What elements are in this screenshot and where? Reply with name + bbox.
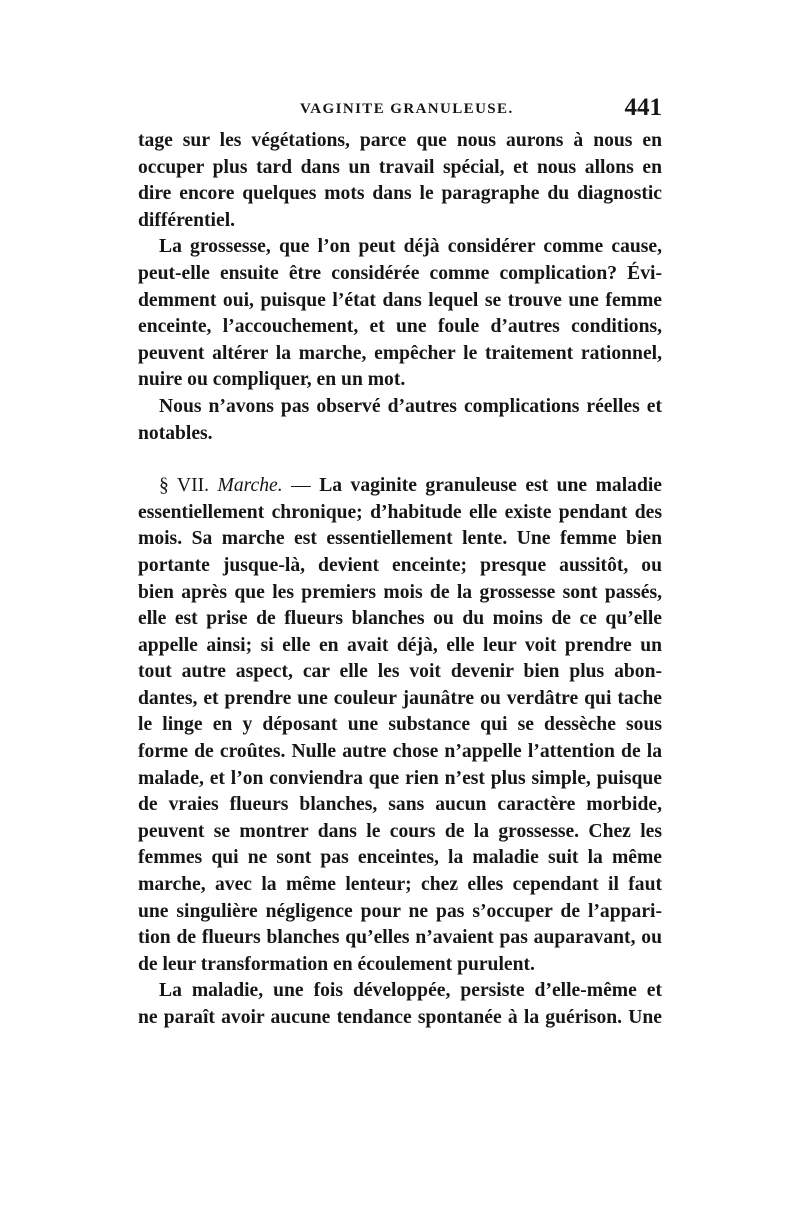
text-line: dire encore quelques mots dans le paragraphe du diagnostic (138, 183, 662, 205)
text-line: de vraies flueurs blanches, sans aucun caractère morbide, (138, 794, 662, 816)
paragraph-grossesse (138, 234, 662, 394)
text-line: bien après que les premiers mois de la grossesse sont passés, (138, 581, 662, 603)
text-line: peut-elle ensuite être considérée comme complication? Évi- (138, 262, 662, 284)
text-line: notables. (138, 422, 213, 444)
text-line: La vaginite granuleuse est une maladie (319, 475, 663, 497)
text-line: peuvent se montrer dans le cours de la grossesse. Chez les (138, 820, 662, 842)
text-line: une singulière négligence pour ne pas s’occuper de l’appari- (138, 900, 662, 922)
text-line: La maladie, une fois développée, persiste d’elle-même et (159, 980, 662, 1002)
text-line: le linge en y déposant une substance qui se dessèche sous (138, 714, 662, 736)
text-line: La grossesse, que l’on peut déjà considérer comme cause, (159, 236, 662, 258)
text-line: dantes, et prendre une couleur jaunâtre ou verdâtre qui tache (138, 687, 662, 709)
text-line: Nous n’avons pas observé d’autres complications réelles et (159, 395, 662, 417)
text-line: demment oui, puisque l’état dans lequel se trouve une femme (138, 289, 662, 311)
text-line: appelle ainsi; si elle en avait déjà, elle leur voit prendre un (138, 634, 662, 656)
paragraph-complications (138, 394, 662, 447)
section-dash: — (291, 475, 311, 497)
text-line: nuire ou compliquer, en un mot. (138, 369, 406, 391)
running-title: VAGINITE GRANULEUSE. (300, 101, 514, 117)
text-line: femmes qui ne sont pas enceintes, la maladie suit la même (138, 847, 662, 869)
text-line: marche, avec la même lenteur; chez elles cependant il faut (138, 874, 662, 896)
text-line: mois. Sa marche est essentiellement lente. Une femme bien (138, 528, 662, 550)
text-line: tage sur les végétations, parce que nous aurons à nous en (138, 130, 662, 151)
paragraph-vegetations (138, 128, 662, 234)
text-line: tout autre aspect, car elle les voit devenir bien plus abon- (138, 661, 662, 683)
text-line: malade, et l’on conviendra que rien n’est plus simple, puisque (138, 767, 662, 789)
text-line: différentiel. (138, 209, 236, 231)
text-line: portante jusque-là, devient enceinte; presque aussitôt, ou (138, 554, 662, 576)
section-title: Marche. (217, 475, 283, 497)
text-line: elle est prise de flueurs blanches ou du moins de ce qu’elle (138, 608, 662, 630)
paragraph-maladie (138, 978, 662, 1031)
text-line: forme de croûtes. Nulle autre chose n’appelle l’attention de la (138, 741, 662, 763)
section-gap (138, 447, 662, 473)
text-line: essentiellement chronique; d’habitude elle existe pendant des (138, 501, 662, 523)
page-header (138, 94, 662, 124)
section-number: § VII. (159, 475, 210, 497)
text-line: enceinte, l’accouchement, et une foule d’autres conditions, (138, 316, 662, 338)
body-text (138, 128, 662, 1032)
page-number: 441 (624, 94, 662, 121)
text-line: tion de flueurs blanches qu’elles n’avaient pas auparavant, ou (138, 927, 662, 949)
section-heading-line (138, 473, 662, 500)
text-line: ne paraît avoir aucune tendance spontanée à la guérison. Une (138, 1007, 662, 1028)
section-marche (138, 473, 662, 978)
text-line: de leur transformation en écoulement purulent. (138, 953, 535, 975)
text-line: peuvent altérer la marche, empêcher le traitement rationnel, (138, 342, 662, 364)
text-line: occuper plus tard dans un travail spécial, et nous allons en (138, 156, 662, 178)
